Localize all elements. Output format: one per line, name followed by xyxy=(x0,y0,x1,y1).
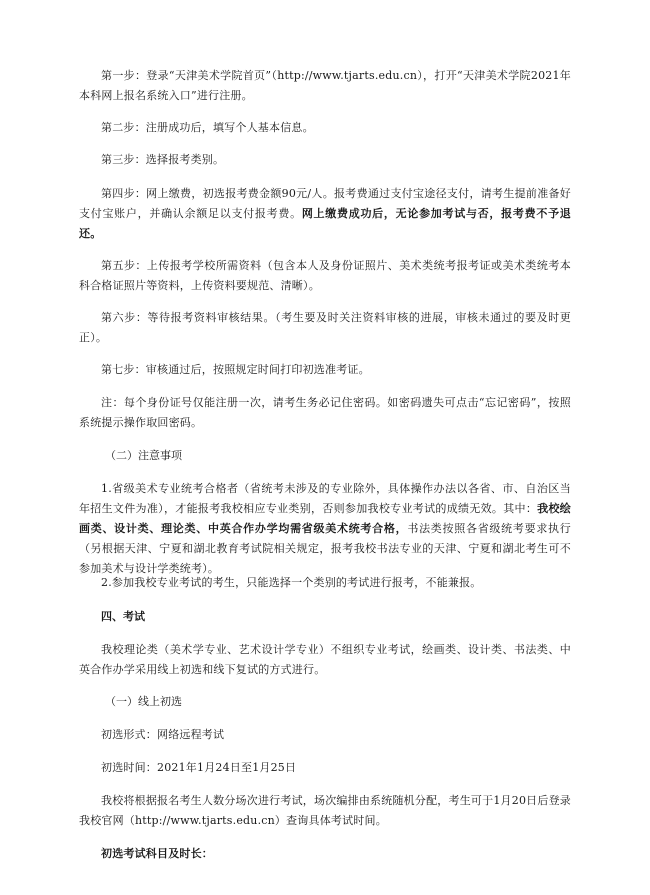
step-4-paragraph xyxy=(79,184,571,244)
exam-section-heading: 四、考试 xyxy=(101,610,145,623)
exam-arrangement-paragraph: 我校将根据报名考生人数分场次进行考试，场次编排由系统随机分配，考生可于1月20日后登录我校官网（http://www.tjarts.edu.cn）查询具体考试时间。 xyxy=(79,794,571,827)
notice-item-1 xyxy=(79,479,571,579)
step-4-bold-text: 网上缴费成功后，无论参加考试与否，报考费不予退还。 xyxy=(79,207,571,240)
notice-item-1-text: 1.省级美术专业统考合格者（省统考未涉及的专业除外，具体操作办法以各省、市、自治区当年招生文件为准），才能报考我校相应专业类别，否则参加我校专业考试的成绩无效。其中： xyxy=(79,482,571,515)
step-3-paragraph: 第三步：选择报考类别。 xyxy=(101,153,225,166)
exam-subjects-heading: 初选考试科目及时长： xyxy=(101,847,213,860)
notice-item-1-text-2: 书法类按照各省级统考要求执行（另根据天津、宁夏和湖北教育考试院相关规定，报考我校书法专业的天津、宁夏和湖北考生可不参加美术与设计学类统考）。 xyxy=(79,522,571,575)
exam-form-line: 初选形式：网络远程考试 xyxy=(101,728,225,741)
notice-item-2: 2.参加我校专业考试的考生，只能选择一个类别的考试进行报考，不能兼报。 xyxy=(101,576,482,589)
step-2-paragraph: 第二步：注册成功后，填写个人基本信息。 xyxy=(101,121,314,134)
step-5-paragraph: 第五步：上传报考学校所需资料（包含本人及身份证照片、美术类统考报考证或美术类统考本科合格证照片等资料，上传资料要规范、清晰）。 xyxy=(79,259,571,292)
step-6-paragraph: 第六步：等待报考资料审核结果。（考生要及时关注资料审核的进展，审核未通过的要及时更正）。 xyxy=(79,311,571,344)
step-7-paragraph: 第七步：审核通过后，按照规定时间打印初选准考证。 xyxy=(101,363,370,376)
note-paragraph: 注：每个身份证号仅能注册一次，请考生务必记住密码。如密码遗失可点击“忘记密码”，按照系统提示操作取回密码。 xyxy=(79,396,571,429)
exam-intro-paragraph: 我校理论类（美术学专业、艺术设计学专业）不组织专业考试，绘画类、设计类、书法类、中英合作办学采用线上初选和线下复试的方式进行。 xyxy=(79,643,571,676)
exam-time-line: 初选时间：2021年1月24日至1月25日 xyxy=(101,761,297,774)
step-4-text: 第四步：网上缴费，初选报考费金额90元/人。报考费通过支付宝途径支付，请考生提前准备好支付宝账户，并确认余额足以支付报考费。 xyxy=(79,187,571,220)
step-1-paragraph: 第一步：登录“天津美术学院首页”（http://www.tjarts.edu.cn），打开“天津美术学院2021年本科网上报名系统入口”进行注册。 xyxy=(79,69,571,102)
notice-heading: （二）注意事项 xyxy=(105,449,182,462)
online-exam-heading: （一）线上初选 xyxy=(105,695,182,708)
notice-item-1-bold-text: 我校绘画类、设计类、理论类、中英合作办学均需省级美术统考合格， xyxy=(79,502,571,535)
